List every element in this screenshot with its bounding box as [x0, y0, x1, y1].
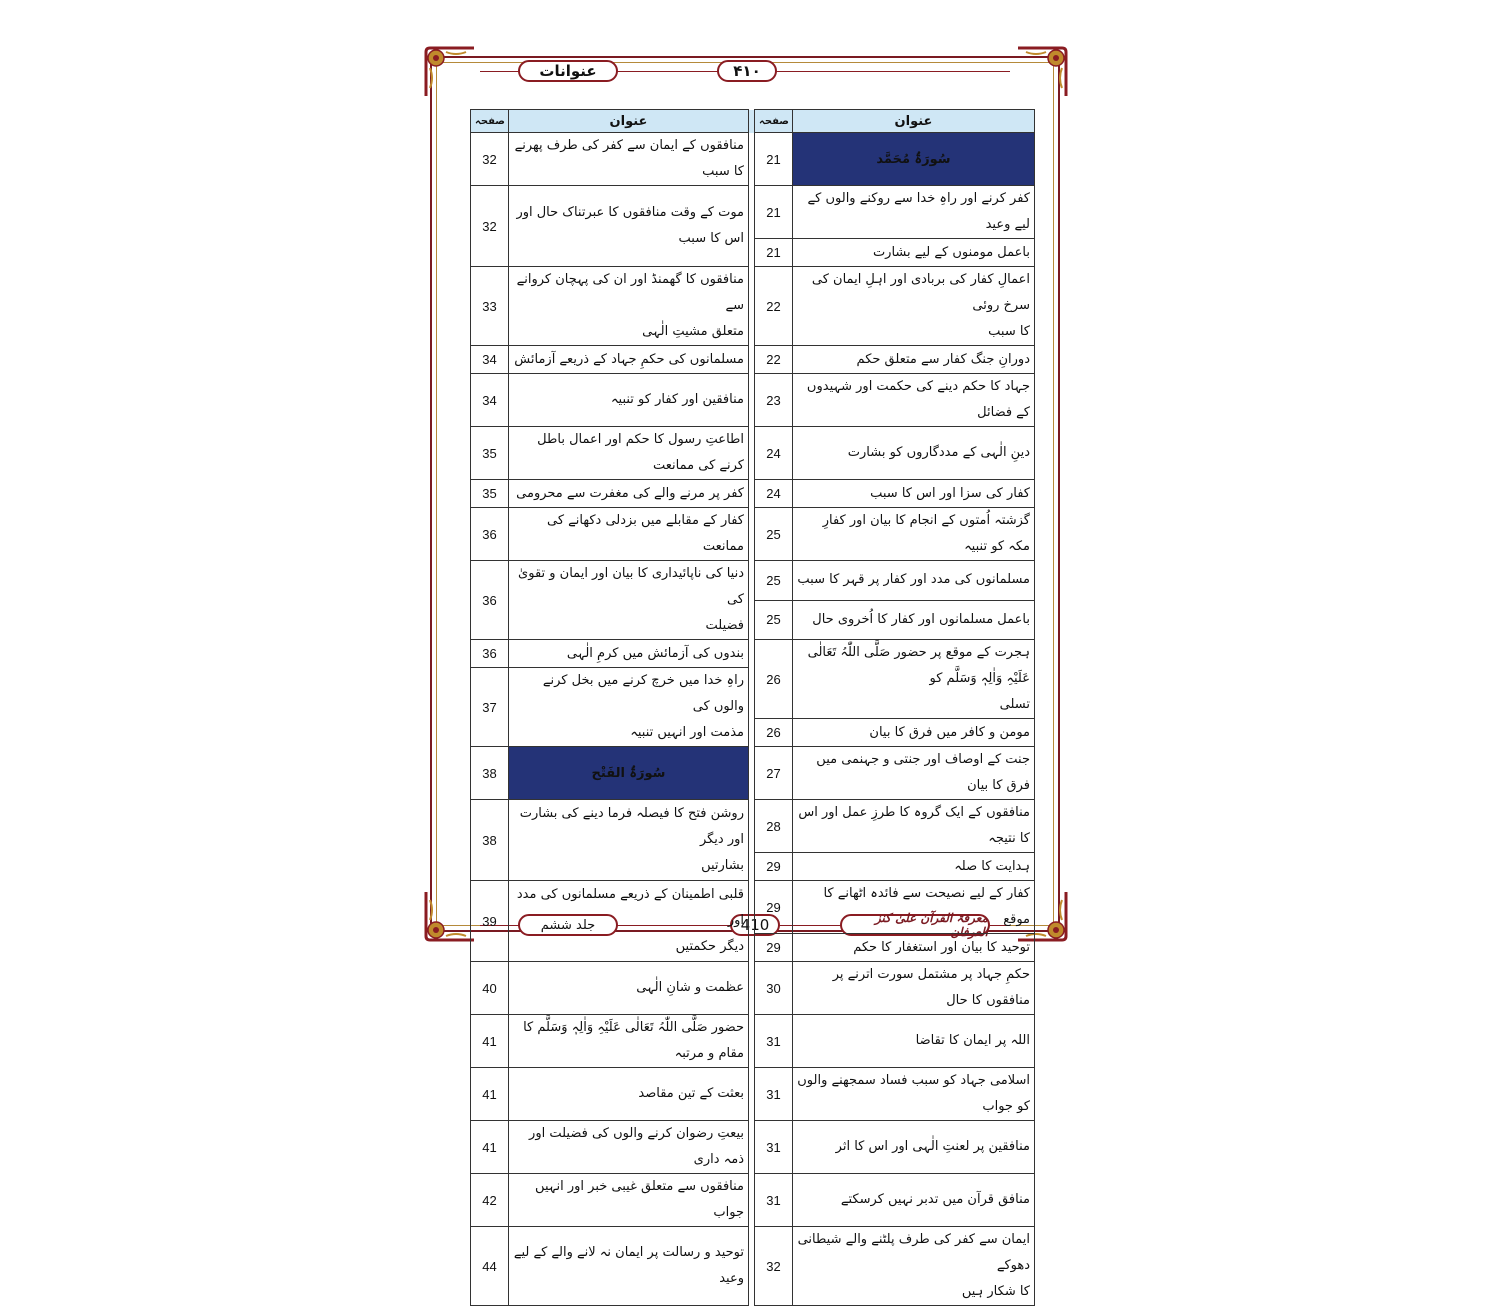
right-page-cell: 28 — [755, 800, 793, 853]
contents-table — [470, 109, 1035, 1306]
left-page-cell: 37 — [471, 668, 509, 747]
topic-line: موت کے وقت منافقوں کا عبرتناک حال اور — [516, 205, 744, 220]
right-topic-cell: دینِ الٰہی کے مددگاروں کو بشارت — [793, 427, 1035, 480]
left-topic-cell — [509, 800, 749, 881]
right-page-cell: 26 — [755, 640, 793, 719]
column-header-page: صفحہ — [471, 110, 509, 133]
right-topic-cell — [793, 640, 1035, 719]
right-topic-cell: مسلمانوں کی مدد اور کفار پر قہر کا سبب — [793, 561, 1035, 601]
right-topic-cell — [793, 267, 1035, 346]
topic-line: ایمان سے کفر کی طرف پلٹنے والے شیطانی دھوکے — [797, 1232, 1030, 1273]
left-page-cell: 35 — [471, 480, 509, 508]
left-page-cell: 32 — [471, 133, 509, 186]
left-page-cell: 44 — [471, 1227, 509, 1306]
left-topic-cell: منافقوں کے ایمان سے کفر کی طرف پھرنے کا سبب — [509, 133, 749, 186]
column-header-topic: عنوان — [793, 110, 1035, 133]
left-page-cell: 35 — [471, 427, 509, 480]
topic-line: وعید — [719, 1271, 744, 1286]
footer-page-number: 410 — [730, 914, 780, 936]
table-header-row — [471, 110, 1035, 133]
table-row — [471, 427, 1035, 480]
right-page-cell: 31 — [755, 1174, 793, 1227]
table-row — [471, 962, 1035, 1015]
left-topic-cell: کفر پر مرنے والے کی مغفرت سے محرومی — [509, 480, 749, 508]
right-topic-cell: گزشتہ اُمتوں کے انجام کا بیان اور کفارِ مکہ کو تنبیہ — [793, 508, 1035, 561]
topic-line: منافقوں کا گھمنڈ اور ان کی پہچان کروانے سے — [516, 272, 744, 313]
footer-book-title: معرفۃ القرآن علیٰ کنز العرفان — [840, 914, 990, 936]
right-page-cell: 26 — [755, 719, 793, 747]
right-topic-cell — [793, 1227, 1035, 1306]
topic-line: مذمت اور انہیں تنبیہ — [630, 725, 744, 740]
right-page-cell: 21 — [755, 133, 793, 186]
left-topic-cell — [509, 561, 749, 640]
right-topic-cell: منافقوں کے ایک گروہ کا طرزِ عمل اور اس کا نتیجہ — [793, 800, 1035, 853]
left-page-cell: 38 — [471, 800, 509, 881]
topic-line: کا شکار ہیں — [961, 1284, 1030, 1299]
left-topic-cell: منافقین اور کفار کو تنبیہ — [509, 374, 749, 427]
right-topic-cell: کفار کے لیے نصیحت سے فائدہ اٹھانے کا موقع — [793, 881, 1035, 934]
left-page-cell: 36 — [471, 508, 509, 561]
header-page-number: ۴۱۰ — [717, 60, 777, 82]
topic-line: توحید و رسالت پر ایمان نہ لانے والے کے لیے — [513, 1245, 744, 1260]
right-page-cell: 25 — [755, 600, 793, 640]
left-page-cell: 41 — [471, 1015, 509, 1068]
right-topic-cell: جہاد کا حکم دینے کی حکمت اور شہیدوں کے فضائل — [793, 374, 1035, 427]
right-page-cell: 32 — [755, 1227, 793, 1306]
left-topic-cell — [509, 1227, 749, 1306]
topic-line: بشارتیں — [701, 858, 744, 873]
right-page-cell: 21 — [755, 186, 793, 239]
contents-table-body — [471, 133, 1035, 1306]
left-topic-cell — [509, 881, 749, 962]
left-page-cell: 41 — [471, 1121, 509, 1174]
left-topic-cell — [509, 267, 749, 346]
right-topic-cell: حکمِ جہاد پر مشتمل سورت اترنے پر منافقوں کا حال — [793, 962, 1035, 1015]
left-page-cell: 33 — [471, 267, 509, 346]
left-topic-cell: اطاعتِ رسول کا حکم اور اعمال باطل کرنے کی ممانعت — [509, 427, 749, 480]
table-row — [471, 800, 1035, 853]
topic-line: دنیا کی ناپائیداری کا بیان اور ایمان و تقویٰ کی — [518, 566, 744, 607]
right-topic-cell: توحید کا بیان اور استغفار کا حکم — [793, 934, 1035, 962]
table-row — [471, 133, 1035, 186]
right-topic-cell: دورانِ جنگ کفار سے متعلق حکم — [793, 346, 1035, 374]
book-page — [420, 42, 1072, 1299]
corner-ornament — [1012, 42, 1072, 102]
topic-line: دیگر حکمتیں — [675, 939, 744, 954]
left-topic-cell: منافقوں سے متعلق غیبی خبر اور انہیں جواب — [509, 1174, 749, 1227]
left-topic-cell: حضور صَلَّی اللّٰہُ تَعَالٰی عَلَیْہِ وَاٰلِہٖ وَسَلَّم کا مقام و مرتبہ — [509, 1015, 749, 1068]
left-topic-cell: عظمت و شانِ الٰہی — [509, 962, 749, 1015]
right-topic-cell: اسلامی جہاد کو سبب فساد سمجھنے والوں کو جواب — [793, 1068, 1035, 1121]
right-page-cell: 25 — [755, 508, 793, 561]
topic-line: اس کا سبب — [678, 231, 744, 246]
left-page-cell: 34 — [471, 374, 509, 427]
right-page-cell: 29 — [755, 853, 793, 881]
right-page-cell: 24 — [755, 427, 793, 480]
table-row — [471, 480, 1035, 508]
table-row — [471, 747, 1035, 800]
left-topic-cell: بندوں کی آزمائش میں کرمِ الٰہی — [509, 640, 749, 668]
left-page-cell: 36 — [471, 640, 509, 668]
left-topic-cell: کفار کے مقابلے میں بزدلی دکھانے کی ممانعت — [509, 508, 749, 561]
right-page-cell: 24 — [755, 480, 793, 508]
table-row — [471, 1068, 1035, 1121]
right-page-cell: 31 — [755, 1068, 793, 1121]
table-row — [471, 561, 1035, 601]
table-row — [471, 346, 1035, 374]
right-topic-cell: اللہ پر ایمان کا تقاضا — [793, 1015, 1035, 1068]
right-topic-cell: ہدایت کا صلہ — [793, 853, 1035, 881]
right-page-cell: 22 — [755, 346, 793, 374]
left-page-cell: 38 — [471, 747, 509, 800]
right-page-cell: 30 — [755, 962, 793, 1015]
topic-line: فضیلت — [705, 618, 744, 633]
table-row — [471, 640, 1035, 668]
right-page-cell: 27 — [755, 747, 793, 800]
table-row — [471, 1121, 1035, 1174]
right-page-cell: 25 — [755, 561, 793, 601]
right-topic-cell: منافقین پر لعنتِ الٰہی اور اس کا اثر — [793, 1121, 1035, 1174]
topic-line: قلبی اطمینان کے ذریعے مسلمانوں کی مدد اور — [516, 887, 744, 928]
left-page-cell: 42 — [471, 1174, 509, 1227]
left-topic-cell: بعثت کے تین مقاصد — [509, 1068, 749, 1121]
left-page-cell: 34 — [471, 346, 509, 374]
topic-line: ہجرت کے موقع پر حضور صَلَّی اللّٰہُ تَعَالٰی عَلَیْہِ وَاٰلِہٖ وَسَلَّم کو — [807, 645, 1030, 686]
topic-line: متعلق مشیتِ الٰہی — [642, 324, 744, 339]
column-header-page: صفحہ — [755, 110, 793, 133]
topic-line: تسلی — [999, 697, 1030, 712]
right-page-cell: 21 — [755, 239, 793, 267]
right-page-cell: 29 — [755, 881, 793, 934]
corner-ornament — [420, 42, 480, 102]
topic-line: راہِ خدا میں خرچ کرنے میں بخل کرنے والوں کی — [542, 673, 744, 714]
table-row — [471, 1015, 1035, 1068]
right-topic-cell: منافق قرآن میں تدبر نہیں کرسکتے — [793, 1174, 1035, 1227]
left-page-cell: 39 — [471, 881, 509, 962]
left-topic-cell — [509, 668, 749, 747]
topic-line: اعمالِ کفار کی بربادی اور اہلِ ایمان کی سرخ روئی — [811, 272, 1030, 313]
right-topic-cell: کفار کی سزا اور اس کا سبب — [793, 480, 1035, 508]
surah-heading: سُورَۃُ مُحَمَّد — [793, 133, 1035, 186]
left-page-cell: 32 — [471, 186, 509, 267]
table-row — [471, 1227, 1035, 1267]
table-row — [471, 186, 1035, 239]
table-row — [471, 508, 1035, 561]
topic-line: روشن فتح کا فیصلہ فرما دینے کی بشارت اور دیگر — [519, 806, 744, 847]
right-page-cell: 23 — [755, 374, 793, 427]
right-topic-cell: کفر کرنے اور راہِ خدا سے روکنے والوں کے لیے وعید — [793, 186, 1035, 239]
table-row — [471, 267, 1035, 307]
left-page-cell: 36 — [471, 561, 509, 640]
right-topic-cell: باعمل مومنوں کے لیے بشارت — [793, 239, 1035, 267]
column-header-topic: عنوان — [509, 110, 749, 133]
footer-volume: جلد ششم — [518, 914, 618, 936]
left-page-cell: 41 — [471, 1068, 509, 1121]
right-page-cell: 29 — [755, 934, 793, 962]
right-page-cell: 31 — [755, 1015, 793, 1068]
right-topic-cell: جنت کے اوصاف اور جنتی و جہنمی میں فرق کا بیان — [793, 747, 1035, 800]
table-row — [471, 881, 1035, 934]
topic-line: کا سبب — [988, 324, 1030, 339]
right-topic-cell: مومن و کافر میں فرق کا بیان — [793, 719, 1035, 747]
header-title: عنوانات — [518, 60, 618, 82]
left-topic-cell: بیعتِ رضوان کرنے والوں کی فضیلت اور ذمہ داری — [509, 1121, 749, 1174]
right-topic-cell: باعمل مسلمانوں اور کفار کا اُخروی حال — [793, 600, 1035, 640]
left-topic-cell: مسلمانوں کی حکمِ جہاد کے ذریعے آزمائش — [509, 346, 749, 374]
surah-heading: سُورَۃُ الفَتْح — [509, 747, 749, 800]
table-row — [471, 1174, 1035, 1227]
table-row — [471, 374, 1035, 427]
right-page-cell: 31 — [755, 1121, 793, 1174]
left-topic-cell — [509, 186, 749, 267]
right-page-cell: 22 — [755, 267, 793, 346]
left-page-cell: 40 — [471, 962, 509, 1015]
